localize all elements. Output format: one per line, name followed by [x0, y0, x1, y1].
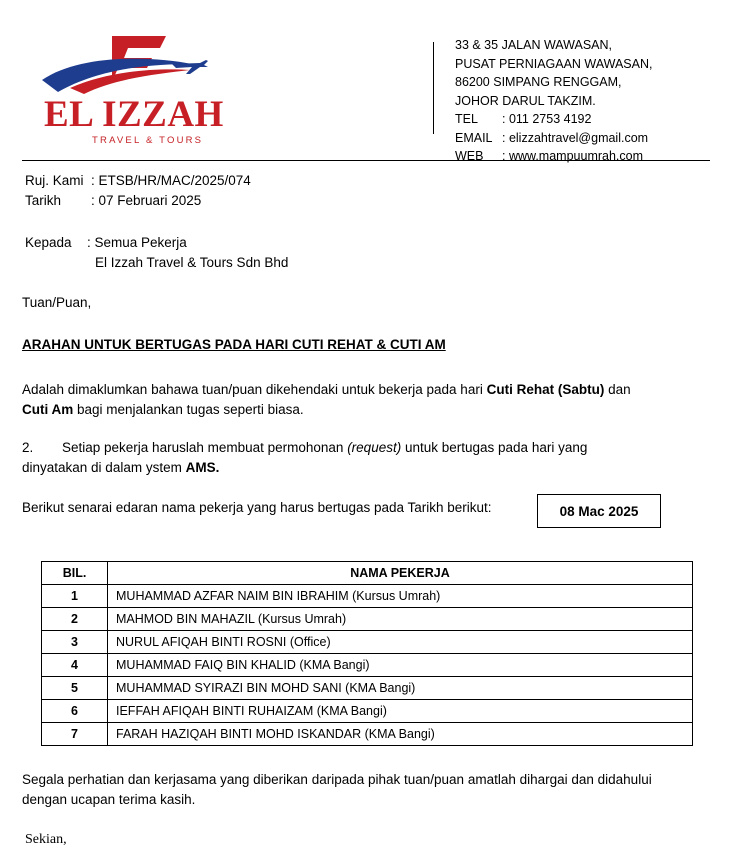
address-line: 33 & 35 JALAN WAWASAN, [455, 38, 612, 52]
cell-bil: 5 [42, 677, 108, 700]
closing-line: Segala perhatian dan kerjasama yang diberikan daripada pihak tuan/puan amatlah dihargai dan didahului [22, 772, 652, 787]
reference-block [25, 171, 251, 211]
company-address [455, 36, 653, 166]
logo-tagline: TRAVEL & TOURS [92, 135, 204, 146]
contact-tel [455, 110, 653, 129]
table-header-row [42, 562, 693, 585]
header-divider [22, 160, 710, 161]
closing-line: dengan ucapan terima kasih. [22, 792, 196, 807]
table-row [42, 654, 693, 677]
contact-email [455, 129, 653, 148]
para2-italic-request: (request) [347, 440, 402, 455]
table-row [42, 700, 693, 723]
para2-text: Setiap pekerja haruslah membuat permohonan [62, 440, 348, 455]
ruj-label: Ruj. Kami [25, 173, 84, 188]
cell-bil: 7 [42, 723, 108, 746]
table-row [42, 631, 693, 654]
recipient-block [25, 233, 288, 273]
cell-bil: 1 [42, 585, 108, 608]
tarikh-label: Tarikh [25, 193, 62, 208]
contact-email-value: : elizzahtravel@gmail.com [502, 130, 649, 145]
para2-text: dinyatakan di dalam ystem [22, 460, 186, 475]
address-line: 86200 SIMPANG RENGGAM, [455, 75, 622, 89]
address-line: JOHOR DARUL TAKZIM. [455, 93, 596, 108]
kepada-label: Kepada [25, 235, 72, 250]
table-row [42, 677, 693, 700]
contact-email-label: EMAIL [455, 130, 493, 145]
sign-off: Sekian, [25, 832, 67, 847]
contact-tel-value: : 011 2753 4192 [502, 112, 592, 126]
column-header-nama: NAMA PEKERJA [108, 562, 693, 585]
cell-bil: 4 [42, 654, 108, 677]
staff-table [41, 561, 693, 746]
cell-bil: 2 [42, 608, 108, 631]
contact-tel-label: TEL [455, 112, 478, 126]
closing-paragraph [22, 770, 652, 810]
paragraph-1 [22, 380, 631, 420]
ruj-value: : ETSB/HR/MAC/2025/074 [91, 173, 251, 188]
cell-nama: IEFFAH AFIQAH BINTI RUHAIZAM (KMA Bangi) [108, 700, 693, 723]
para1-text: Adalah dimaklumkan bahawa tuan/puan dikehendaki untuk bekerja pada hari [22, 382, 487, 397]
para1-text: bagi menjalankan tugas seperti biasa. [73, 402, 304, 417]
table-row [42, 723, 693, 746]
para2-bold-ams: AMS. [185, 460, 220, 475]
contact-web-label: WEB [455, 149, 484, 163]
table-row [42, 585, 693, 608]
cell-nama: FARAH HAZIQAH BINTI MOHD ISKANDAR (KMA Bangi) [108, 723, 693, 746]
para1-text: dan [604, 382, 631, 397]
cell-bil: 6 [42, 700, 108, 723]
contact-web [455, 147, 653, 166]
cell-nama: MUHAMMAD SYIRAZI BIN MOHD SANI (KMA Bangi) [108, 677, 693, 700]
contact-web-value: : www.mampuumrah.com [502, 149, 644, 163]
duty-list-intro: Berikut senarai edaran nama pekerja yang harus bertugas pada Tarikh berikut: [22, 500, 492, 515]
tarikh-value: : 07 Februari 2025 [91, 193, 202, 208]
table-row [42, 608, 693, 631]
letter-subject: ARAHAN UNTUK BERTUGAS PADA HARI CUTI REHAT & CUTI AM [22, 337, 446, 352]
para2-text: untuk bertugas pada hari yang [401, 440, 588, 455]
salutation: Tuan/Puan, [22, 295, 92, 310]
cell-nama: MUHAMMAD FAIQ BIN KHALID (KMA Bangi) [108, 654, 693, 677]
header-divider-vertical [433, 42, 434, 134]
cell-nama: MAHMOD BIN MAHAZIL (Kursus Umrah) [108, 608, 693, 631]
logo-brand-name: EL IZZAH [44, 94, 224, 135]
recipient-company: El Izzah Travel & Tours Sdn Bhd [95, 255, 289, 270]
cell-nama: MUHAMMAD AZFAR NAIM BIN IBRAHIM (Kursus Umrah) [108, 585, 693, 608]
column-header-bil: BIL. [42, 562, 108, 585]
address-line: PUSAT PERNIAGAAN WAWASAN, [455, 56, 653, 71]
cell-nama: NURUL AFIQAH BINTI ROSNI (Office) [108, 631, 693, 654]
para1-bold-cuti-rehat: Cuti Rehat (Sabtu) [486, 382, 605, 397]
cell-bil: 3 [42, 631, 108, 654]
para1-bold-cuti-am: Cuti Am [22, 402, 74, 417]
kepada-value: : Semua Pekerja [87, 235, 187, 250]
duty-date-box: 08 Mac 2025 [537, 494, 661, 528]
paragraph-2 [22, 438, 587, 478]
para2-number: 2. [22, 440, 34, 455]
